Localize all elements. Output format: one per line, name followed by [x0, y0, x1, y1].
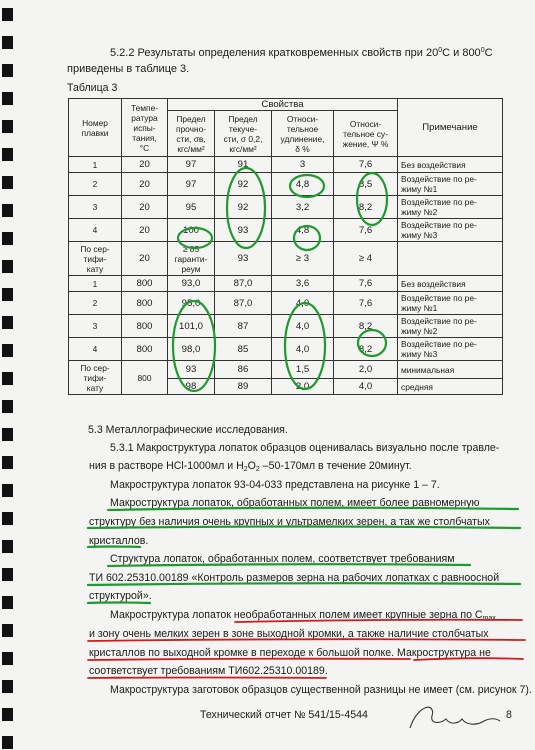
green-underline-4	[108, 564, 470, 566]
footer-page-number: 8	[506, 709, 512, 721]
green-underline-5	[88, 583, 520, 585]
green-circle-92-92	[227, 168, 265, 248]
cell-note: Воздействие по ре- жиму №1	[398, 173, 503, 196]
green-circle-8-5-8-2	[357, 173, 387, 225]
cell-elongation: 3	[272, 157, 334, 173]
paragraph-processed-line-3: кристаллов.	[89, 535, 149, 547]
cell-reduction: 7,6	[334, 276, 398, 292]
cell-note: Без воздействия	[398, 276, 503, 292]
paragraph-unprocessed-line-3: кристаллов по выходной кромке в переходе к большой полке. Макроструктура не	[89, 647, 491, 659]
red-underline-5	[88, 678, 326, 679]
cell-heat: По сер- тифи- кату	[69, 242, 122, 276]
paragraph-unprocessed-line-4: соответствует требованиям ТИ602.25310.00189.	[89, 665, 328, 677]
green-underline-6	[88, 603, 150, 604]
cell-yield: 92	[215, 173, 272, 196]
paragraph-5-3-1-line-1: 5.3.1 Макроструктура лопаток образцов оценивалась визуально после травле-	[110, 442, 500, 454]
cell-note: Воздействие по ре- жиму №2	[398, 196, 503, 219]
green-circle-95-101-98	[173, 301, 215, 391]
cell-reduction: 7,6	[334, 292, 398, 315]
cell-reduction: 8,2	[334, 315, 398, 338]
cell-heat: 3	[69, 315, 122, 338]
table-caption: Таблица 3	[67, 82, 118, 94]
cell-elongation: 3,2	[272, 196, 334, 219]
cell-yield: 85	[215, 338, 272, 361]
header-test-temperature: Темпе- ратура испы- тания, °С	[122, 99, 168, 157]
cell-elongation: 4,0	[272, 338, 334, 361]
section-heading-5-3: 5.3 Металлографические исследования.	[88, 424, 288, 436]
cell-note: Воздействие по ре- жиму №3	[398, 338, 503, 361]
green-circle-4-8	[290, 175, 324, 197]
heading-line-2: приведены в таблице 3.	[67, 63, 190, 75]
footer-report-number: Технический отчет № 541/15-4544	[200, 709, 368, 721]
cell-note: Воздействие по ре- жиму №1	[398, 292, 503, 315]
cell-yield: 93	[215, 242, 272, 276]
green-circle-4-8-row4	[294, 226, 320, 250]
cell-reduction: 7,6	[334, 157, 398, 173]
header-properties: Свойства	[168, 99, 398, 111]
green-circle-100	[178, 228, 212, 248]
red-underline-1	[235, 620, 522, 622]
cell-temp: 20	[122, 157, 168, 173]
cell-elongation: 3,6	[272, 276, 334, 292]
cell-reduction: 8,5	[334, 173, 398, 196]
cell-reduction: 7,6	[334, 219, 398, 242]
cell-yield: 86	[215, 361, 272, 379]
cell-elongation: 4,8	[272, 219, 334, 242]
signature	[410, 707, 500, 728]
cell-tensile: 95	[168, 196, 215, 219]
red-underline-3	[88, 659, 410, 660]
header-note: Примечание	[398, 99, 503, 157]
green-marks	[88, 168, 520, 603]
cell-temp: 800	[122, 338, 168, 361]
paragraph-processed-line-1: Макроструктура лопаток, обработанных полем, имеет более равномерную	[110, 497, 480, 509]
header-yield-strength: Предел текуче- сти, σ 0,2, кгс/мм²	[215, 111, 272, 157]
cell-reduction: 4,0	[334, 379, 398, 395]
green-circle-8-2-row3	[358, 330, 386, 356]
cell-note: минимальная	[398, 361, 503, 379]
green-underline-1	[108, 508, 518, 510]
cell-note: средняя	[398, 379, 503, 395]
cell-note: Воздействие по ре- жиму №2	[398, 315, 503, 338]
cell-reduction: ≥ 4	[334, 242, 398, 276]
cell-elongation: 2,0	[272, 379, 334, 395]
cell-tensile: 97	[168, 157, 215, 173]
paragraph-5-3-1-line-2: ния в растворе НCl-1000мл и $H_2O_2$ –50-170мл в течение 20минут.	[89, 460, 412, 473]
cell-yield: 87,0	[215, 292, 272, 315]
cell-reduction: 8,2	[334, 196, 398, 219]
paragraph-conform-line-2: ТИ 602.25310.00189 «Контроль размеров зерна на рабочих лопатках с равноосной	[89, 572, 500, 584]
cell-heat: 1	[69, 157, 122, 173]
cell-heat: 2	[69, 292, 122, 315]
cell-tensile: 100	[168, 219, 215, 242]
cell-heat: 4	[69, 219, 122, 242]
green-underline-3	[88, 547, 140, 548]
cell-note: Воздействие по ре- жиму №3	[398, 219, 503, 242]
cell-yield: 93	[215, 219, 272, 242]
cell-tensile: 97	[168, 173, 215, 196]
paragraph-macrostructure: Макроструктура лопаток 93-04-033 представлена на рисунке 1 – 7.	[110, 479, 440, 491]
cell-reduction: 8,2	[334, 338, 398, 361]
cell-temp: 20	[122, 173, 168, 196]
cell-elongation: ≥ 3	[272, 242, 334, 276]
cell-temp: 20	[122, 196, 168, 219]
cell-heat: 4	[69, 338, 122, 361]
paragraph-processed-line-2: структуру без наличия очень крупных и ультрамелких зерен, а так же столбчатых	[89, 516, 490, 528]
cell-elongation: 4,8	[272, 173, 334, 196]
cell-yield: 92	[215, 196, 272, 219]
header-tensile-strength: Предел прочно- сти, σв, кгс/мм²	[168, 111, 215, 157]
cell-tensile: 95,0	[168, 292, 215, 315]
cell-elongation: 4,0	[272, 292, 334, 315]
cell-tensile: 93,0	[168, 276, 215, 292]
cell-tensile: 93	[168, 361, 215, 379]
cell-heat: 1	[69, 276, 122, 292]
red-marks	[88, 620, 525, 678]
green-circle-4-0	[285, 303, 325, 389]
cell-yield: 87,0	[215, 276, 272, 292]
header-heat-number: Номер плавки	[69, 99, 122, 157]
cell-yield: 89	[215, 379, 272, 395]
red-underline-2	[88, 639, 525, 641]
paragraph-blanks: Макроструктура заготовок образцов существенной разницы не имеет (см. рисунок 7).	[110, 684, 532, 696]
red-underline-4	[414, 658, 523, 660]
paragraph-conform-line-1: Структура лопаток, обработанных полем, соответствует требованиям	[110, 553, 455, 565]
cell-heat: По сер- тифи- кату	[69, 361, 122, 395]
cell-tensile: 98	[168, 379, 215, 395]
cell-temp: 800	[122, 292, 168, 315]
cell-temp: 20	[122, 219, 168, 242]
cell-elongation: 1,5	[272, 361, 334, 379]
header-reduction-area: Относи- тельное су- жение, Ψ %	[334, 111, 398, 157]
header-elongation: Относи- тельное удлинение, δ %	[272, 111, 334, 157]
cell-elongation: 4,0	[272, 315, 334, 338]
cell-temp: 800	[122, 276, 168, 292]
cell-tensile: 101,0	[168, 315, 215, 338]
cell-note: Без воздействия	[398, 157, 503, 173]
cell-yield: 91	[215, 157, 272, 173]
green-underline-2	[88, 527, 520, 529]
cell-temp: 20	[122, 242, 168, 276]
cell-yield: 87	[215, 315, 272, 338]
paragraph-conform-line-3: структурой».	[89, 590, 152, 602]
cell-tensile: 98,0	[168, 338, 215, 361]
paragraph-unprocessed-line-1: Макроструктура лопаток необработанных полем имеет крупные зерна по $С_{max}$	[110, 609, 496, 622]
cell-temp: 800	[122, 361, 168, 395]
heading-line-1: 5.2.2 Результаты определения кратковременных свойств при $20^0С$ и $800^0С$	[110, 47, 493, 59]
paragraph-unprocessed-line-2: и зону очень мелких зерен в зоне выходной кромки, а также наличие столбчатых	[89, 628, 489, 640]
cell-reduction: 2,0	[334, 361, 398, 379]
cell-tensile: ≥ 85 гаранти- реум	[168, 242, 215, 276]
cell-temp: 800	[122, 315, 168, 338]
cell-heat: 3	[69, 196, 122, 219]
cell-heat: 2	[69, 173, 122, 196]
